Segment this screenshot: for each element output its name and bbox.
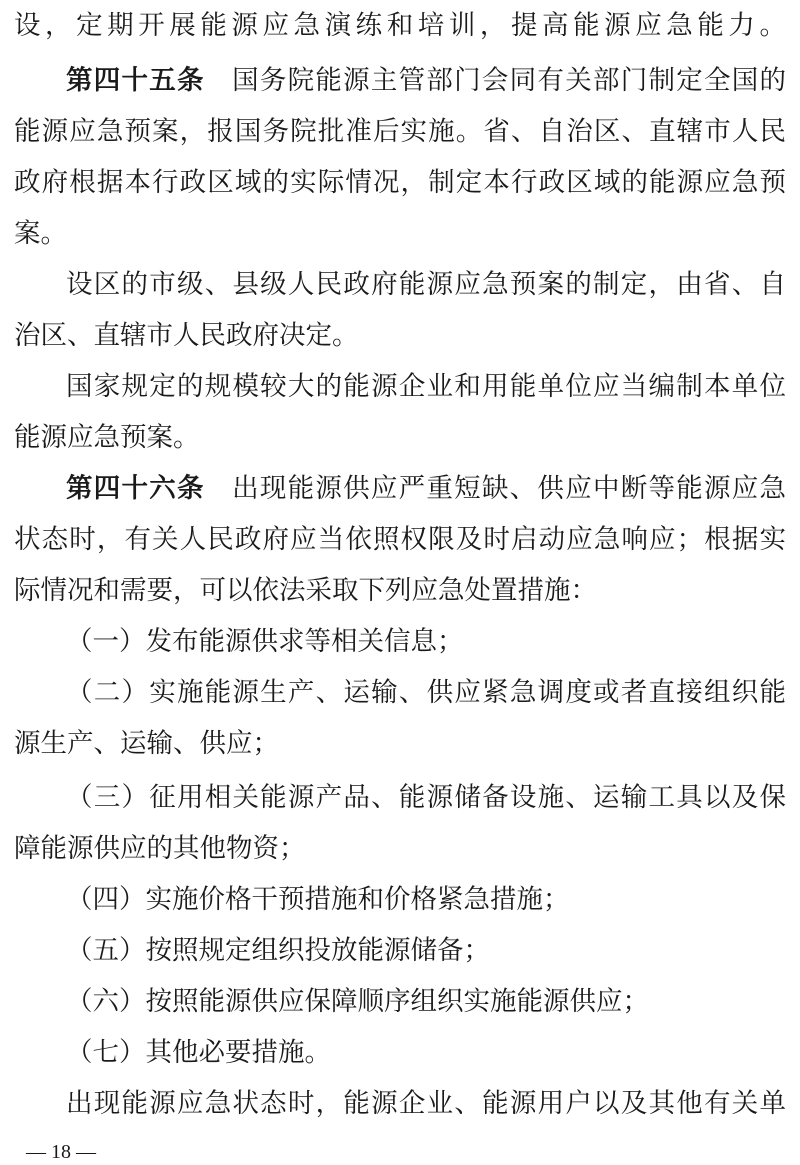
text-line: 障能源供应的其他物资； bbox=[14, 833, 306, 864]
article-46-first-line bbox=[66, 471, 786, 507]
article-46-heading: 第四十六条 bbox=[66, 473, 205, 504]
article-45-text: 国务院能源主管部门会同有关部门制定全国的 bbox=[230, 65, 786, 96]
list-item: （四）实施价格干预措施和价格紧急措施； bbox=[66, 884, 570, 915]
list-item: （二）实施能源生产、运输、供应紧急调度或者直接组织能 bbox=[66, 677, 786, 708]
text-line: 状态时，有关人民政府应当依照权限及时启动应急响应；根据实 bbox=[14, 524, 786, 555]
page-number: — 18 — bbox=[26, 1141, 96, 1163]
text-line: 案。 bbox=[14, 218, 67, 249]
text-line: 际情况和需要，可以依法采取下列应急处置措施： bbox=[14, 575, 597, 606]
text-line: 设，定期开展能源应急演练和培训，提高能源应急能力。 bbox=[14, 10, 786, 41]
text-line: 设区的市级、县级人民政府能源应急预案的制定，由省、自 bbox=[66, 269, 786, 300]
text-line: 能源应急预案，报国务院批准后实施。省、自治区、直辖市人民 bbox=[14, 116, 786, 147]
text-line: 源生产、运输、供应； bbox=[14, 728, 279, 759]
list-item: （三）征用相关能源产品、能源储备设施、运输工具以及保 bbox=[66, 782, 786, 813]
list-item: （五）按照规定组织投放能源储备； bbox=[66, 935, 490, 966]
text-line: 能源应急预案。 bbox=[14, 422, 200, 453]
text-line: 治区、直辖市人民政府决定。 bbox=[14, 320, 359, 351]
text-line: 出现能源应急状态时，能源企业、能源用户以及其他有关单 bbox=[66, 1088, 786, 1119]
list-item: （六）按照能源供应保障顺序组织实施能源供应； bbox=[66, 986, 649, 1017]
article-45-heading: 第四十五条 bbox=[66, 65, 205, 96]
article-45-first-line bbox=[66, 63, 786, 99]
list-item: （七）其他必要措施。 bbox=[66, 1037, 331, 1068]
list-item: （一）发布能源供求等相关信息； bbox=[66, 626, 464, 657]
article-46-text: 出现能源供应严重短缺、供应中断等能源应急 bbox=[230, 473, 786, 504]
text-line: 国家规定的规模较大的能源企业和用能单位应当编制本单位 bbox=[66, 371, 786, 402]
text-line: 政府根据本行政区域的实际情况，制定本行政区域的能源应急预 bbox=[14, 167, 786, 198]
